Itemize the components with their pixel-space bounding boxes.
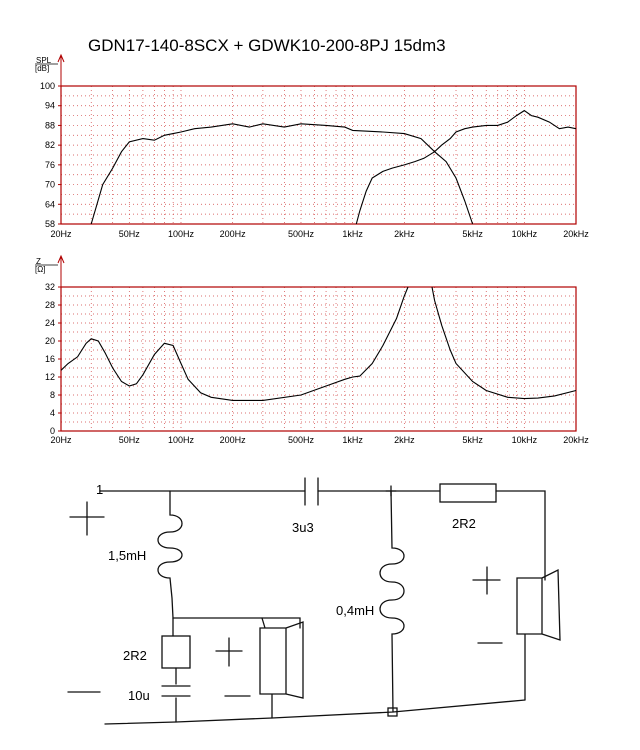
- inductor-0-4mh: [380, 491, 404, 712]
- x-tick-label: 20kHz: [563, 229, 589, 239]
- y-tick-label: 4: [49, 408, 55, 418]
- x-tick-label: 5kHz: [462, 229, 483, 239]
- y-axis-label: Z: [36, 257, 41, 266]
- y-tick-label: 8: [49, 390, 55, 400]
- y-tick-label: 32: [44, 282, 55, 292]
- y-tick-label: 0: [49, 426, 55, 436]
- y-axis-unit: [Ω]: [35, 265, 46, 274]
- x-tick-label: 2kHz: [394, 435, 415, 445]
- tweeter-plus-sign: [473, 567, 500, 594]
- y-tick-label: 64: [44, 199, 55, 210]
- inductor-1-5mh: [158, 491, 300, 628]
- resistor-series-label: 2R2: [452, 516, 476, 531]
- x-tick-label: 10kHz: [511, 229, 538, 239]
- x-tick-label: 50Hz: [118, 435, 140, 445]
- x-tick-label: 10kHz: [511, 435, 538, 445]
- x-tick-label: 1kHz: [342, 229, 363, 239]
- input-plus-sign: [70, 502, 104, 535]
- x-tick-label: 500Hz: [287, 435, 314, 445]
- y-tick-label: 82: [44, 140, 55, 151]
- top-wire: [100, 491, 545, 580]
- y-tick-label: 76: [44, 159, 55, 170]
- capacitor-10u: [162, 668, 190, 722]
- woofer-speaker: [260, 618, 303, 718]
- resistor-notch-label: 2R2: [123, 648, 147, 663]
- tweeter-speaker: [517, 570, 560, 700]
- x-tick-label: 50Hz: [118, 229, 140, 239]
- junction-top: [386, 486, 396, 496]
- resistor-2r2-series: [440, 484, 496, 502]
- x-tick-label: 5kHz: [462, 435, 483, 445]
- y-tick-label: 70: [44, 179, 55, 190]
- x-tick-label: 100Hz: [167, 435, 194, 445]
- capacitor-notch-label: 10u: [128, 688, 150, 703]
- bottom-wire: [105, 700, 525, 724]
- y-axis-label: SPL: [36, 56, 52, 65]
- y-axis-unit: [dB]: [35, 64, 50, 73]
- x-tick-label: 200Hz: [219, 229, 246, 239]
- x-tick-label: 200Hz: [219, 435, 246, 445]
- x-tick-label: 20Hz: [50, 229, 72, 239]
- y-tick-label: 88: [44, 120, 55, 131]
- x-tick-label: 100Hz: [167, 229, 194, 239]
- y-tick-label: 100: [39, 81, 55, 91]
- resistor-2r2-notch: [162, 636, 190, 668]
- inductor-woofer-label: 1,5mH: [108, 548, 147, 563]
- y-tick-label: 24: [44, 318, 55, 328]
- x-tick-label: 1kHz: [342, 435, 363, 445]
- inductor-tweeter-label: 0,4mH: [336, 603, 375, 618]
- y-tick-label: 16: [44, 354, 55, 364]
- page-title: GDN17-140-8SCX + GDWK10-200-8PJ 15dm3: [88, 36, 446, 55]
- y-tick-label: 20: [44, 336, 55, 346]
- x-tick-label: 500Hz: [287, 229, 314, 239]
- x-tick-label: 20Hz: [50, 435, 72, 445]
- y-tick-label: 28: [44, 300, 55, 310]
- pin-label: 1: [96, 482, 104, 497]
- capacitor-3u3: [305, 478, 318, 505]
- y-tick-label: 94: [44, 100, 55, 111]
- y-tick-label: 12: [44, 372, 55, 382]
- woofer-plus-sign: [216, 638, 242, 666]
- capacitor-3u3-label: 3u3: [292, 520, 314, 535]
- y-tick-label: 58: [44, 219, 55, 229]
- x-tick-label: 20kHz: [563, 435, 589, 445]
- x-tick-label: 2kHz: [394, 229, 415, 239]
